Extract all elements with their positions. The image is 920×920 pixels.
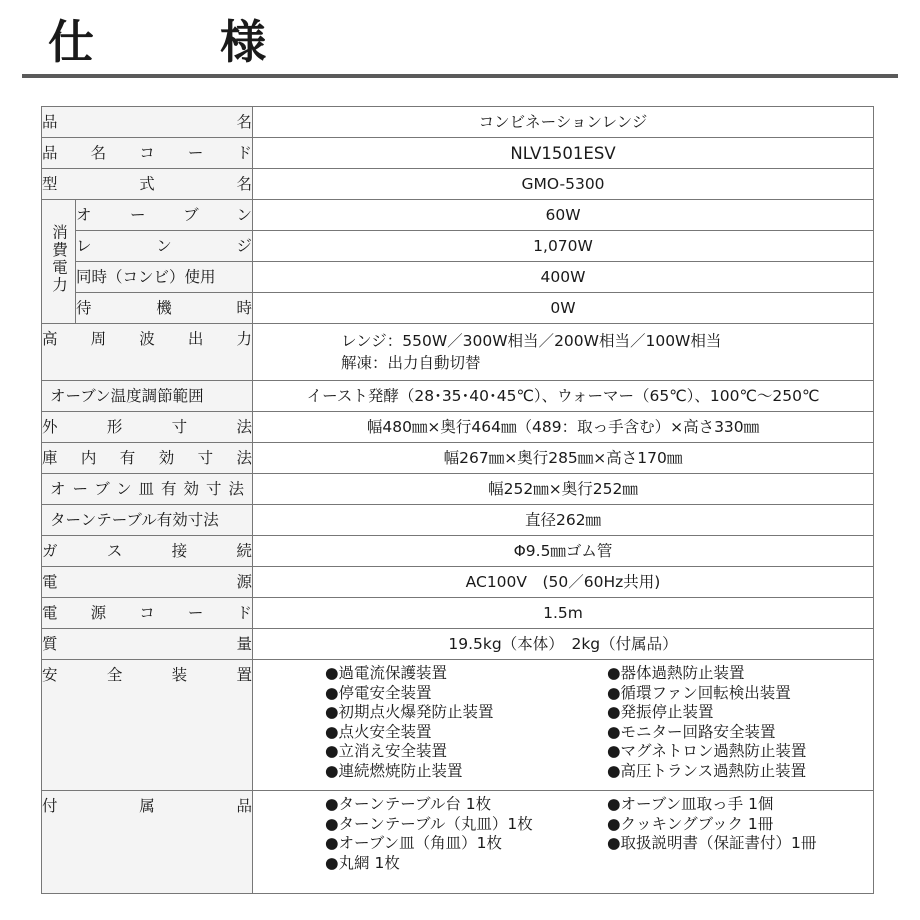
spec-row-hf-output: [42, 324, 874, 381]
spec-value: 幅267㎜×奥行285㎜×高さ170㎜: [253, 443, 874, 474]
spec-value: コンビネーションレンジ: [253, 107, 874, 138]
accessories-right-list: [607, 795, 816, 873]
spec-row-oven-temp: [42, 381, 874, 412]
list-item: ●発振停止装置: [607, 703, 714, 721]
list-item: ●過電流保護装置: [325, 664, 448, 682]
spec-value: 0W: [253, 293, 874, 324]
spec-value: 400W: [253, 262, 874, 293]
spec-label: ガス接続: [42, 536, 253, 567]
list-item: ●丸網 1枚: [325, 853, 400, 872]
spec-sublabel: レンジ: [76, 231, 253, 262]
list-item: ●クッキングブック 1冊: [607, 814, 774, 833]
hf-output-line1: レンジ：550W／300W相当／200W相当／100W相当: [341, 332, 722, 350]
spec-value: 19.5kg（本体） 2kg（付属品）: [253, 629, 874, 660]
spec-row-safety: [42, 660, 874, 791]
spec-value: 直径262㎜: [253, 505, 874, 536]
spec-row-product-code: [42, 138, 874, 169]
spec-value: イースト発酵（28･35･40･45℃）、ウォーマー（65℃）、100℃～250℃: [253, 381, 874, 412]
spec-label: オーブン温度調節範囲: [42, 381, 253, 412]
spec-row-gas: [42, 536, 874, 567]
title-rule: [22, 74, 898, 78]
spec-row-product-name: [42, 107, 874, 138]
spec-label: 電源コード: [42, 598, 253, 629]
list-item: ●点火安全装置: [325, 722, 432, 741]
spec-row-inner-dim: [42, 443, 874, 474]
spec-label: 安全装置: [42, 660, 253, 791]
list-item: ●初期点火爆発防止装置: [325, 703, 494, 721]
spec-value: NLV1501ESV: [253, 138, 874, 169]
spec-value: 1.5m: [253, 598, 874, 629]
spec-label: 品名コード: [42, 138, 253, 169]
spec-sublabel: 待機時: [76, 293, 253, 324]
spec-value: AC100V (50／60Hz共用): [253, 567, 874, 598]
spec-value: GMO-5300: [253, 169, 874, 200]
spec-value: Φ9.5㎜ゴム管: [253, 536, 874, 567]
spec-label: 質量: [42, 629, 253, 660]
spec-row-turntable-dim: [42, 505, 874, 536]
spec-label: 型式名: [42, 169, 253, 200]
spec-value: 幅480㎜×奥行464㎜（489：取っ手含む）×高さ330㎜: [253, 412, 874, 443]
spec-sublabel: オーブン: [76, 200, 253, 231]
list-item: ●連続燃焼防止装置: [325, 761, 463, 780]
spec-row-power-supply: [42, 567, 874, 598]
spec-row-cord: [42, 598, 874, 629]
spec-row-model: [42, 169, 874, 200]
list-item: ●取扱説明書（保証書付）1冊: [607, 834, 817, 852]
spec-table: [41, 106, 874, 894]
list-item: ●高圧トランス過熱防止装置: [607, 761, 807, 780]
list-item: ●停電安全装置: [325, 683, 432, 702]
list-item: ●器体過熱防止装置: [607, 664, 745, 682]
spec-sublabel: 同時（コンビ）使用: [76, 262, 253, 293]
page-title: 仕 様: [48, 15, 306, 69]
spec-value: [253, 791, 874, 894]
spec-label: オーブン皿有効寸法: [42, 474, 253, 505]
spec-row-power-combi: [42, 262, 874, 293]
spec-row-mass: [42, 629, 874, 660]
spec-label: 庫内有効寸法: [42, 443, 253, 474]
accessories-left-list: [325, 795, 607, 873]
spec-label: 電源: [42, 567, 253, 598]
power-group-label: 消費電力: [42, 200, 76, 324]
list-item: ●オーブン皿取っ手 1個: [607, 795, 774, 813]
list-item: ●ターンテーブル（丸皿）1枚: [325, 814, 533, 833]
list-item: ●ターンテーブル台 1枚: [325, 795, 492, 813]
spec-value: 60W: [253, 200, 874, 231]
spec-row-outer-dim: [42, 412, 874, 443]
spec-value: 幅252㎜×奥行252㎜: [253, 474, 874, 505]
spec-row-power-range: [42, 231, 874, 262]
spec-value: [253, 660, 874, 791]
safety-right-list: [607, 664, 806, 781]
spec-value: 1,070W: [253, 231, 874, 262]
spec-row-power-oven: [42, 200, 874, 231]
list-item: ●マグネトロン過熱防止装置: [607, 742, 807, 760]
spec-value: [253, 324, 874, 381]
spec-label: ターンテーブル有効寸法: [42, 505, 253, 536]
spec-row-plate-dim: [42, 474, 874, 505]
spec-label: 付属品: [42, 791, 253, 894]
spec-row-power-standby: [42, 293, 874, 324]
hf-output-line2: 解凍：出力自動切替: [341, 354, 481, 372]
list-item: ●循環ファン回転検出装置: [607, 683, 791, 702]
spec-row-accessories: [42, 791, 874, 894]
spec-label: 高周波出力: [42, 324, 253, 381]
list-item: ●立消え安全装置: [325, 742, 448, 760]
list-item: ●オーブン皿（角皿）1枚: [325, 834, 503, 852]
spec-label: 品名: [42, 107, 253, 138]
spec-label: 外形寸法: [42, 412, 253, 443]
list-item: ●モニター回路安全装置: [607, 722, 776, 741]
safety-left-list: [325, 664, 607, 781]
